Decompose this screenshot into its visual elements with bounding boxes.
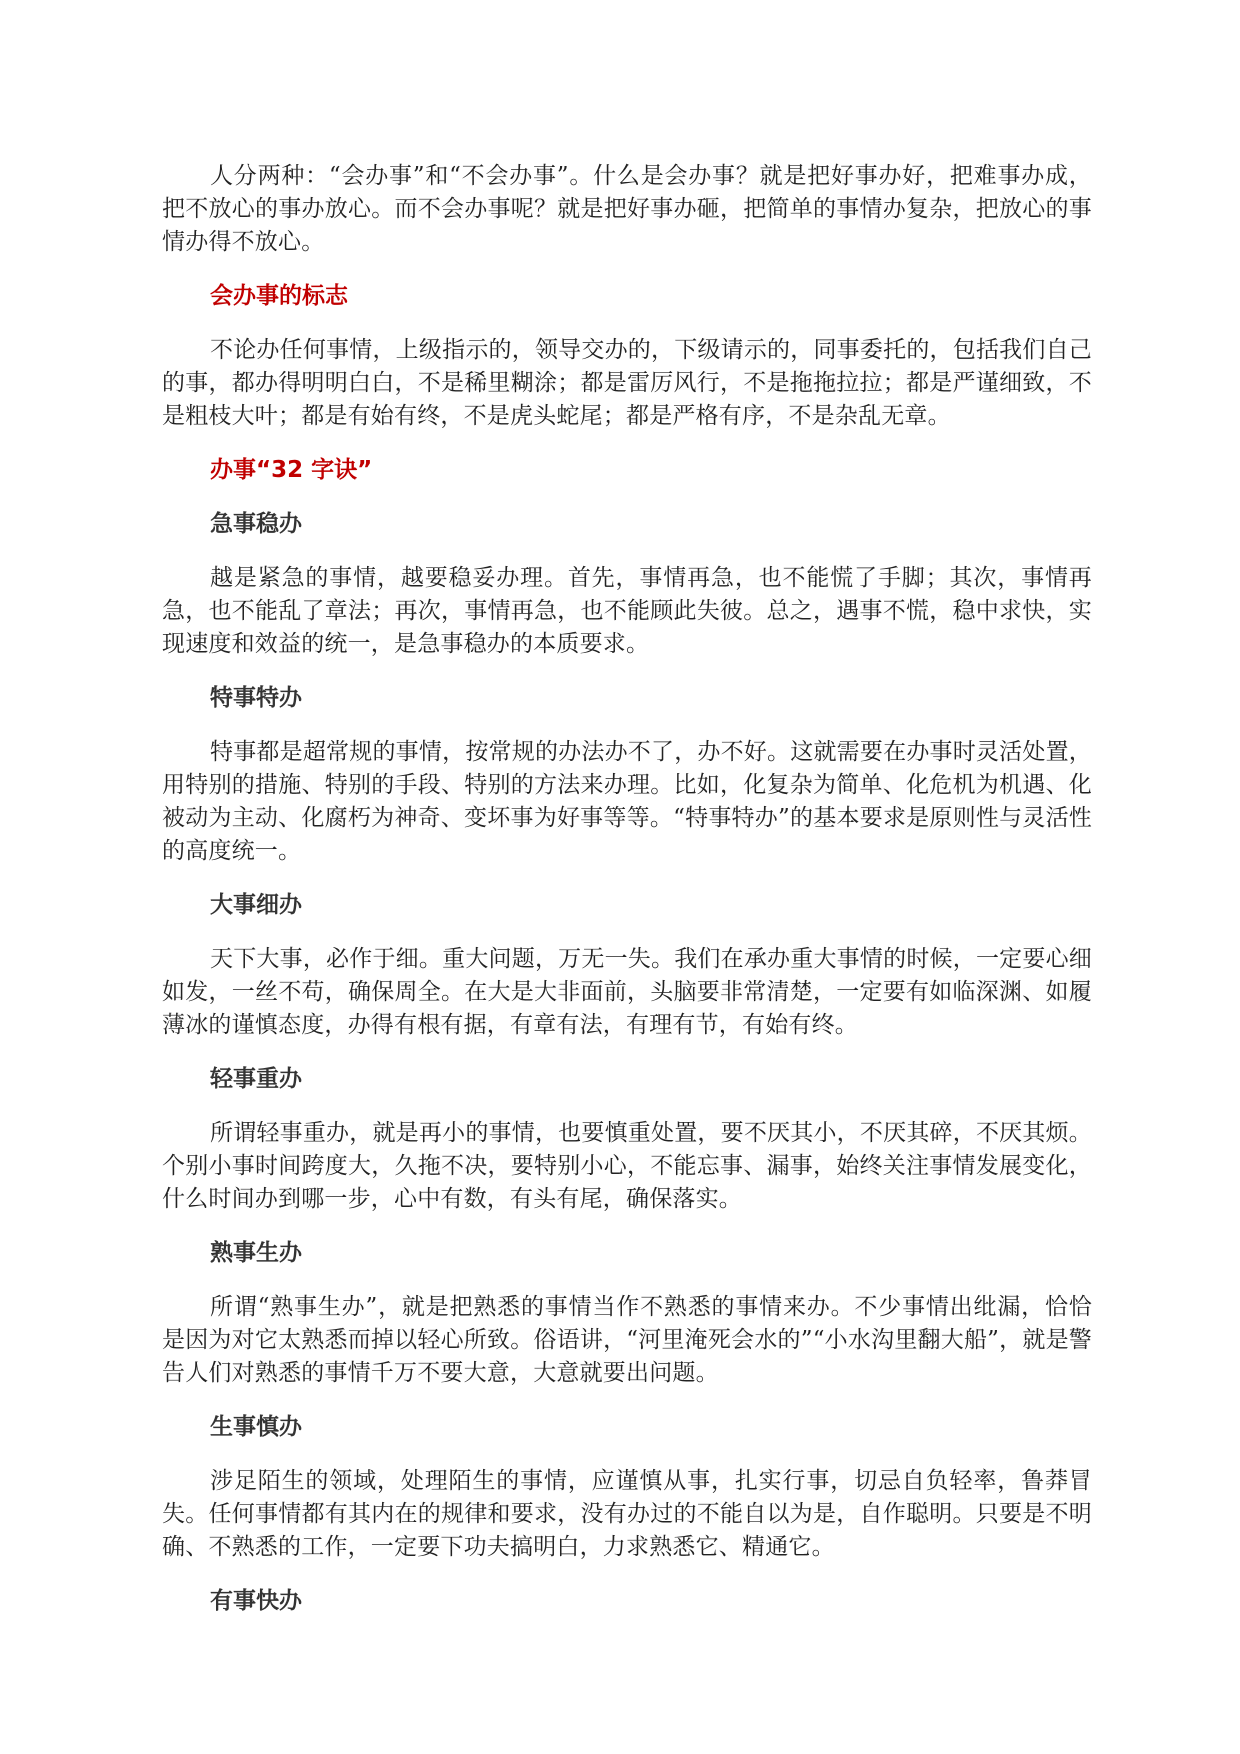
special-paragraph: 特事都是超常规的事情，按常规的办法办不了，办不好。这就需要在办事时灵活处置，用特别的措施、特别的手段、特别的方法来办理。比如，化复杂为简单、化危机为机遇、化被动为主动、化腐朽为神奇、变坏事为好事等等。“特事特办”的基本要求是原则性与灵活性的高度统一。 bbox=[162, 739, 1092, 864]
heading-big: 大事细办 bbox=[210, 892, 302, 918]
document-page bbox=[162, 160, 1092, 1639]
familiar-paragraph: 所谓“熟事生办”，就是把熟悉的事情当作不熟悉的事情来办。不少事情出纰漏，恰恰是因为对它太熟悉而掉以轻心所致。俗语讲，“河里淹死会水的”“小水沟里翻大船”，就是警告人们对熟悉的事情千万不要大意，大意就要出问题。 bbox=[162, 1294, 1092, 1386]
new-paragraph: 涉足陌生的领域，处理陌生的事情，应谨慎从事，扎实行事，切忌自负轻率，鲁莽冒失。任何事情都有其内在的规律和要求，没有办过的不能自以为是，自作聪明。只要是不明确、不熟悉的工作，一定要下功夫搞明白，力求熟悉它、精通它。 bbox=[162, 1468, 1092, 1560]
heading-32-rules: 办事“32 字诀” bbox=[210, 457, 373, 483]
urgent-paragraph: 越是紧急的事情，越要稳妥办理。首先，事情再急，也不能慌了手脚；其次，事情再急，也不能乱了章法；再次，事情再急，也不能顾此失彼。总之，遇事不慌，稳中求快，实现速度和效益的统一，是急事稳办的本质要求。 bbox=[162, 565, 1092, 657]
light-paragraph: 所谓轻事重办，就是再小的事情，也要慎重处置，要不厌其小，不厌其碎，不厌其烦。个别小事时间跨度大，久拖不决，要特别小心，不能忘事、漏事，始终关注事情发展变化，什么时间办到哪一步，心中有数，有头有尾，确保落实。 bbox=[162, 1120, 1092, 1212]
mark-paragraph: 不论办任何事情，上级指示的，领导交办的，下级请示的，同事委托的，包括我们自己的事，都办得明明白白，不是稀里糊涂；都是雷厉风行，不是拖拖拉拉；都是严谨细致，不是粗枝大叶；都是有始有终，不是虎头蛇尾；都是严格有序，不是杂乱无章。 bbox=[162, 337, 1092, 429]
heading-special: 特事特办 bbox=[210, 685, 302, 711]
heading-urgent: 急事稳办 bbox=[210, 511, 302, 537]
intro-paragraph: 人分两种：“会办事”和“不会办事”。什么是会办事？就是把好事办好，把难事办成，把不放心的事办放心。而不会办事呢？就是把好事办砸，把简单的事情办复杂，把放心的事情办得不放心。 bbox=[162, 163, 1092, 255]
big-paragraph: 天下大事，必作于细。重大问题，万无一失。我们在承办重大事情的时候，一定要心细如发，一丝不苟，确保周全。在大是大非面前，头脑要非常清楚，一定要有如临深渊、如履薄冰的谨慎态度，办得有根有据，有章有法，有理有节，有始有终。 bbox=[162, 946, 1092, 1038]
heading-new: 生事慎办 bbox=[210, 1414, 302, 1440]
heading-fast: 有事快办 bbox=[210, 1588, 302, 1614]
heading-familiar: 熟事生办 bbox=[210, 1240, 302, 1266]
heading-light: 轻事重办 bbox=[210, 1066, 302, 1092]
heading-mark: 会办事的标志 bbox=[210, 283, 348, 309]
